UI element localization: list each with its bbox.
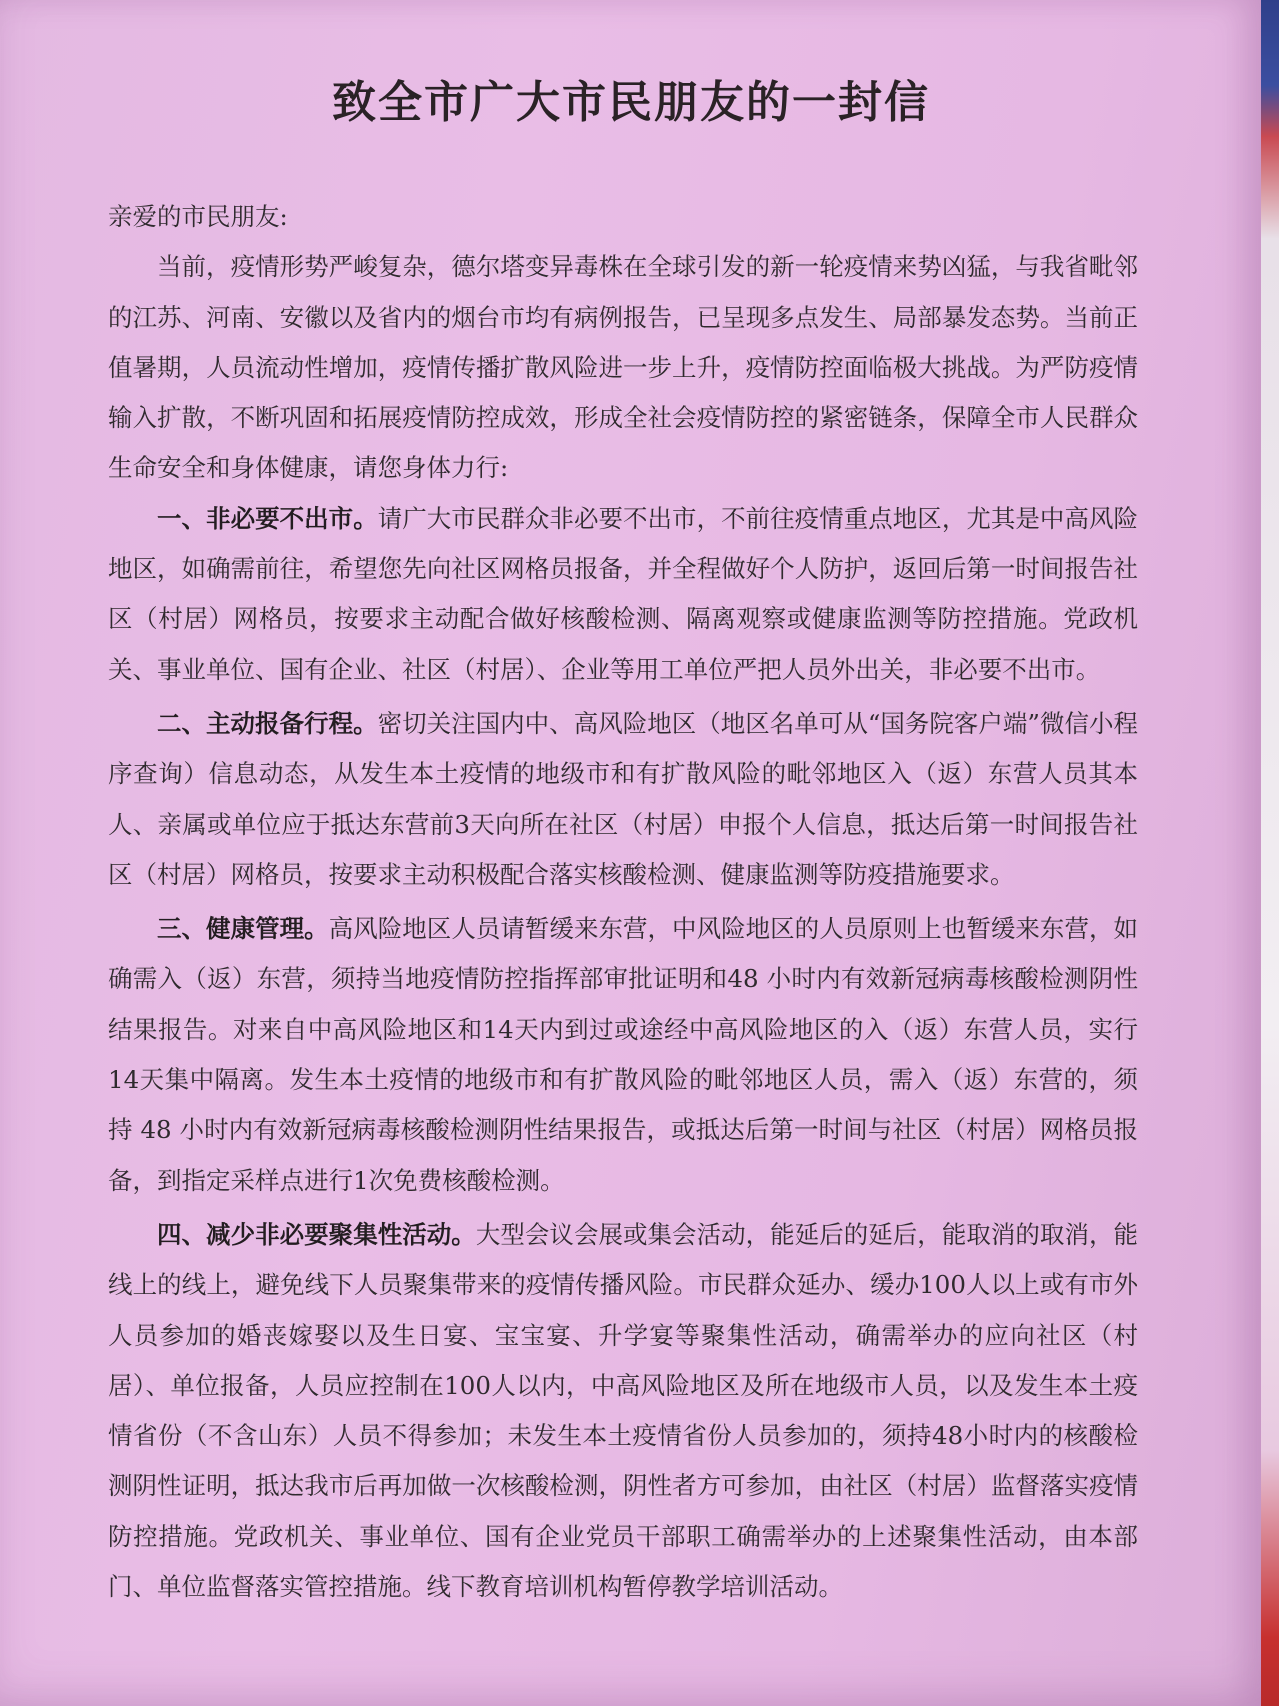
section-2-heading: 二、主动报备行程。 [157,708,378,738]
section-1-paragraph [108,494,1138,695]
section-2-paragraph [108,699,1138,900]
section-3-paragraph [108,904,1138,1206]
section-4-heading: 四、减少非必要聚集性活动。 [157,1219,476,1249]
section-1-text: 请广大市民群众非必要不出市，不前往疫情重点地区，尤其是中高风险地区，如确需前往，希望您先向社区网格员报备，并全程做好个人防护，返回后第一时间报告社区（村居）网格员，按要求主动配合做好核酸检测、隔离观察或健康监测等防控措施。党政机关、事业单位、国有企业、社区（村居）、企业等用工单位严把人员外出关，非必要不出市。 [108,503,1139,684]
intro-paragraph: 当前，疫情形势严峻复杂，德尔塔变异毒株在全球引发的新一轮疫情来势凶猛，与我省毗邻的江苏、河南、安徽以及省内的烟台市均有病例报告，已呈现多点发生、局部暴发态势。当前正值暑期，人员流动性增加，疫情传播扩散风险进一步上升，疫情防控面临极大挑战。为严防疫情输入扩散，不断巩固和拓展疫情防控成效，形成全社会疫情防控的紧密链条，保障全市人民群众生命安全和身体健康，请您身体力行: [108,252,1138,483]
background-edge-strip [1261,0,1279,1706]
section-4-text: 大型会议会展或集会活动，能延后的延后，能取消的取消，能线上的线上，避免线下人员聚集带来的疫情传播风险。市民群众延办、缓办100人以上或有市外人员参加的婚丧嫁娶以及生日宴、宝宝宴、升学宴等聚集性活动，确需举办的应向社区（村居）、单位报备，人员应控制在100人以内，中高风险地区及所在地级市人员，以及发生本土疫情省份（不含山东）人员不得参加；未发生本土疫情省份人员参加的，须持48小时内的核酸检测阴性证明，抵达我市后再加做一次核酸检测，阴性者方可参加，由社区（村居）监督落实疫情防控措施。党政机关、事业单位、国有企业党员干部职工确需举办的上述聚集性活动，由本部门、单位监督落实管控措施。线下教育培训机构暂停教学培训活动。 [108,1219,1139,1602]
letter-body [108,192,1138,1612]
section-2-text: 密切关注国内中、高风险地区（地区名单可从“国务院客户端”微信小程序查询）信息动态，从发生本土疫情的地级市和有扩散风险的毗邻地区入（返）东营人员其本人、亲属或单位应于抵达东营前3天向所在社区（村居）申报个人信息，抵达后第一时间报告社区（村居）网格员，按要求主动积极配合落实核酸检测、健康监测等防疫措施要求。 [108,708,1138,889]
section-1-heading: 一、非必要不出市。 [157,503,378,533]
section-4-paragraph [108,1210,1138,1612]
salutation: 亲爱的市民朋友: [108,202,288,231]
letter-title: 致全市广大市民朋友的一封信 [332,77,930,128]
section-3-heading: 三、健康管理。 [157,914,329,944]
section-3-text: 高风险地区人员请暂缓来东营，中风险地区的人员原则上也暂缓来东营，如确需入（返）东营，须持当地疫情防控指挥部审批证明和48 小时内有效新冠病毒核酸检测阴性结果报告。对来自中高风险地区和14天内到过或途经中高风险地区的入（返）东营人员，实行14天集中隔离。发生本土疫情的地级市和有扩散风险的毗邻地区人员，需入（返）东营的，须持 48 小时内有效新冠病毒核酸检测阴性结果报告，或抵达后第一时间与社区（村居）网格员报备，到指定采样点进行1次免费核酸检测。 [108,914,1139,1195]
